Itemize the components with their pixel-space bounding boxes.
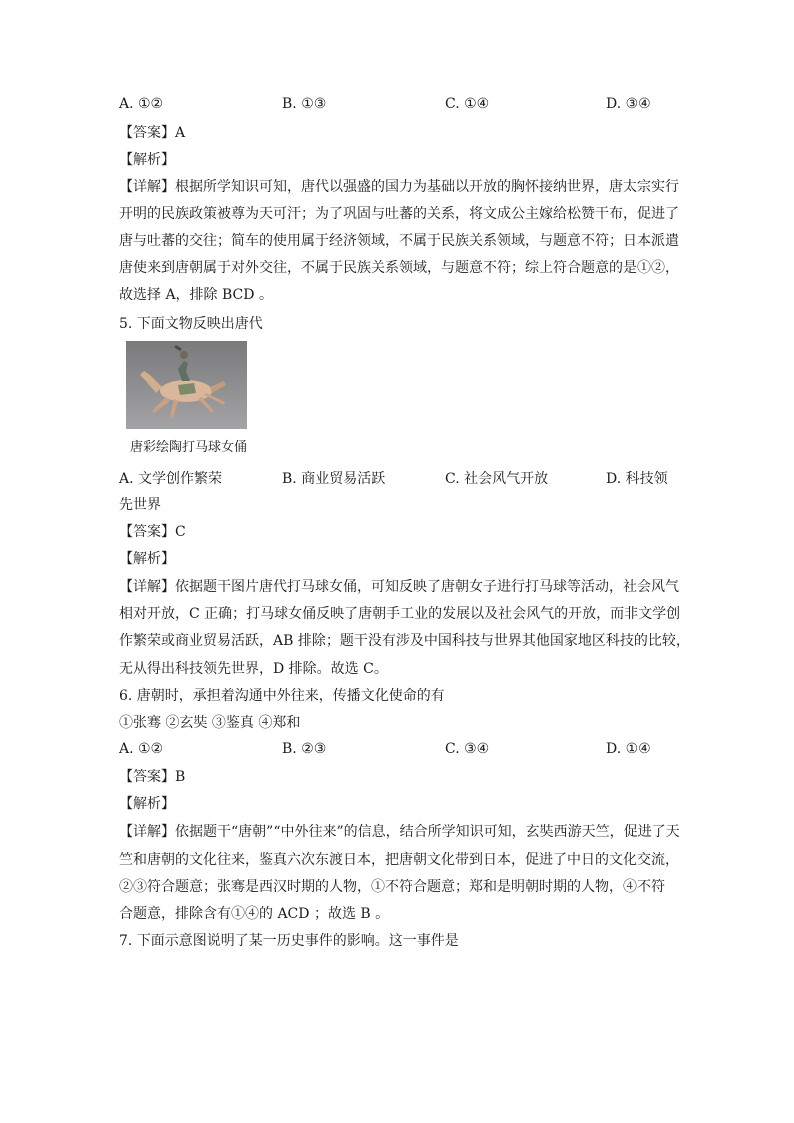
q4-option-d: D. ③④ [606, 96, 651, 112]
q6-stem: 6. 唐朝时，承担着沟通中外往来，传播文化使命的有 [119, 688, 445, 704]
q4-option-b: B. ①③ [282, 96, 327, 112]
q5-stem: 5. 下面文物反映出唐代 [119, 316, 263, 332]
q6-items: ①张骞 ②玄奘 ③鉴真 ④郑和 [119, 715, 301, 731]
q5-answer: 【答案】C [119, 524, 186, 540]
q4-option-a: A. ①② [119, 96, 164, 112]
q6-detail-line: 竺和唐朝的文化往来，鉴真六次东渡日本，把唐朝文化带到日本，促进了中日的文化交流， [119, 852, 679, 868]
q4-detail-line: 唐使来到唐朝属于对外交往，不属于民族关系领域，与题意不符；综上符合题意的是①②， [119, 260, 679, 276]
polo-horse-figurine-image [126, 341, 247, 429]
q6-detail-line: ②③符合题意；张骞是西汉时期的人物，①不符合题意；郑和是明朝时期的人物，④不符 [119, 879, 665, 895]
q6-analysis-label: 【解析】 [119, 796, 175, 812]
q5-analysis-label: 【解析】 [119, 551, 175, 567]
q6-detail-line: 【详解】依据题干“唐朝”“中外往来”的信息，结合所学知识可知，玄奘西游天竺，促进了天 [119, 824, 680, 840]
q6-option-b: B. ②③ [282, 741, 327, 757]
q5-option-c: C. 社会风气开放 [445, 471, 549, 487]
q6-option-d: D. ①④ [606, 741, 651, 757]
q5-detail-line: 无从得出科技领先世界，D 排除。故选 C。 [119, 661, 388, 677]
q6-option-c: C. ③④ [445, 741, 490, 757]
q7-stem: 7. 下面示意图说明了某一历史事件的影响。这一事件是 [119, 933, 459, 949]
q5-detail-line: 相对开放，C 正确；打马球女俑反映了唐朝手工业的发展以及社会风气的开放，而非文学创 [119, 606, 681, 622]
q4-detail-line: 【详解】根据所学知识可知，唐代以强盛的国力为基础以开放的胸怀接纳世界，唐太宗实行 [119, 179, 679, 195]
q5-option-a: A. 文学创作繁荣 [119, 471, 223, 487]
q6-option-a: A. ①② [119, 741, 164, 757]
q4-detail-line: 唐与吐蕃的交往；简车的使用属于经济领域，不属于民族关系领域，与题意不符；日本派遣 [119, 233, 679, 249]
q6-answer: 【答案】B [119, 769, 186, 785]
q4-option-c: C. ①④ [445, 96, 490, 112]
q4-analysis-label: 【解析】 [119, 152, 175, 168]
q4-detail-line: 故选择 A，排除 BCD 。 [119, 287, 273, 303]
q6-detail-line: 合题意，排除含有①④的 ACD ；故选 B 。 [119, 906, 390, 922]
artifact-photo [126, 341, 247, 429]
q5-detail-line: 作繁荣或商业贸易活跃，AB 排除；题干没有涉及中国科技与世界其他国家地区科技的比较， [119, 633, 690, 649]
q5-option-b: B. 商业贸易活跃 [282, 471, 386, 487]
q5-detail-line: 【详解】依据题干图片唐代打马球女俑，可知反映了唐朝女子进行打马球等活动，社会风气 [119, 579, 679, 595]
image-caption: 唐彩绘陶打马球女俑 [130, 440, 248, 455]
q5-option-wrap: 先世界 [119, 497, 161, 513]
q4-detail-line: 开明的民族政策被尊为天可汗；为了巩固与吐蕃的关系，将文成公主嫁给松赞干布，促进了 [119, 206, 679, 222]
q4-answer: 【答案】A [119, 125, 186, 141]
q5-option-d: D. 科技领 [606, 471, 668, 487]
